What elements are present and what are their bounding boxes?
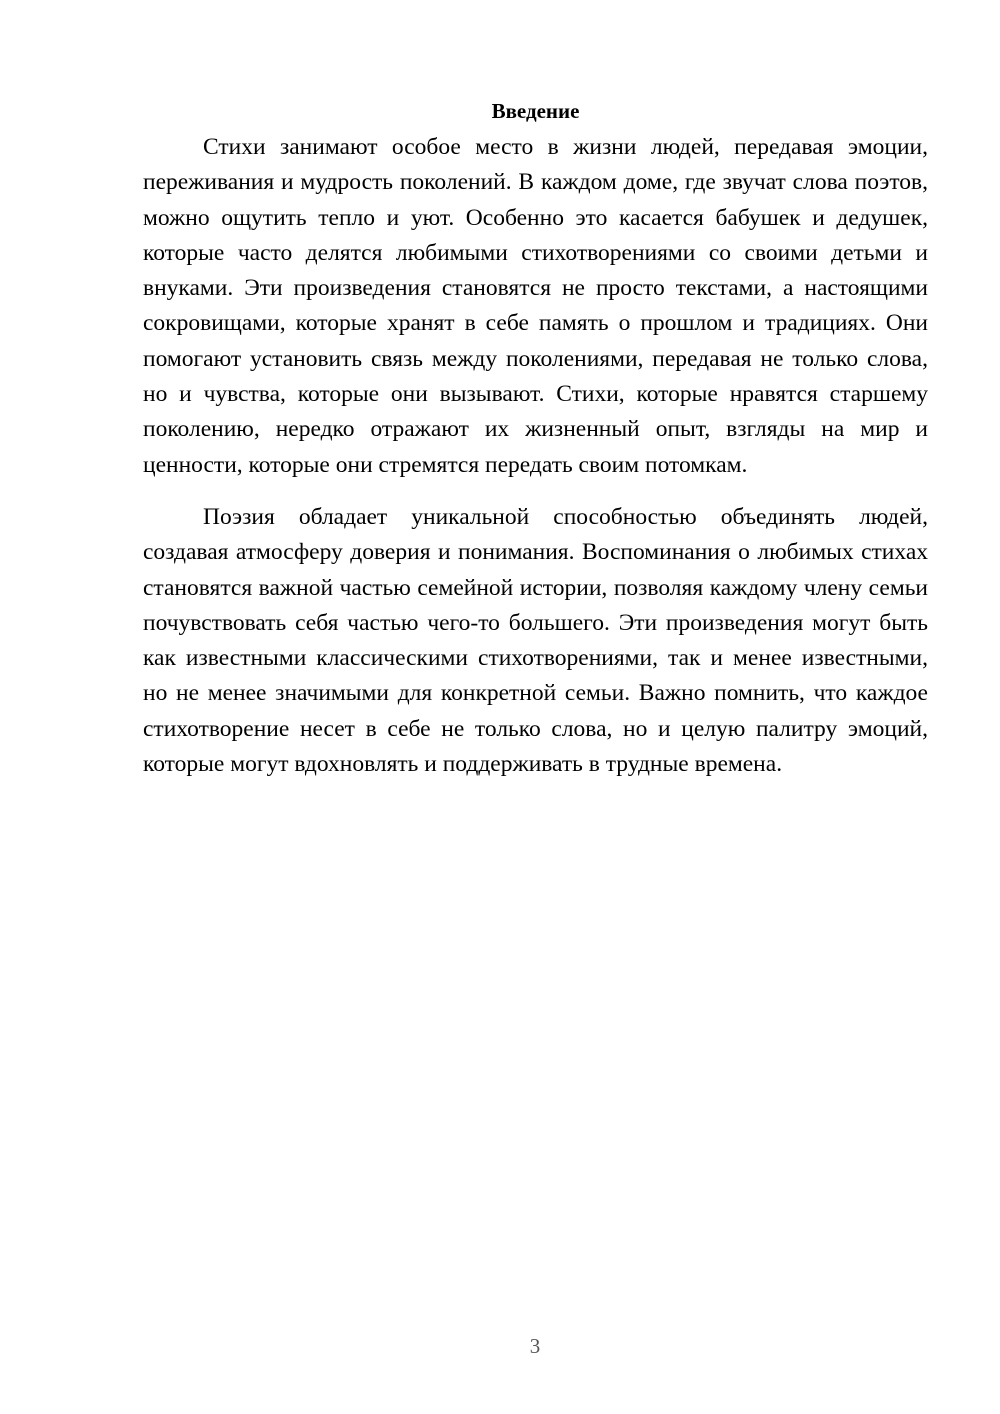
paragraph-2: Поэзия обладает уникальной способностью объединять людей, создавая атмосферу доверия и понимания. Воспоминания о любимых стихах становятся важной частью семейной истории, позволяя каждому члену семьи почувствовать себя частью чего-то большего. Эти произведения могут быть как известными классическими стихотворениями, так и менее известными, но не менее значимыми для конкретной семьи. Важно помнить, что каждое стихотворение несет в себе не только слова, но и целую палитру эмоций, которые могут вдохновлять и поддерживать в трудные времена. [143, 503, 928, 778]
page-content [143, 94, 928, 782]
paragraph-1: Стихи занимают особое место в жизни людей, передавая эмоции, переживания и мудрость поколений. В каждом доме, где звучат слова поэтов, можно ощутить тепло и уют. Особенно это касается бабушек и дедушек, которые часто делятся любимыми стихотворениями со своими детьми и внуками. Эти произведения становятся не просто текстами, а настоящими сокровищами, которые хранят в себе память о прошлом и традициях. Они помогают установить связь между поколениями, передавая не только слова, но и чувства, которые они вызывают. Стихи, которые нравятся старшему поколению, нередко отражают их жизненный опыт, взгляды на мир и ценности, которые они стремятся передать своим потомкам. [143, 134, 928, 478]
page-number: 3 [529, 1334, 541, 1358]
section-heading: Введение [491, 99, 580, 123]
